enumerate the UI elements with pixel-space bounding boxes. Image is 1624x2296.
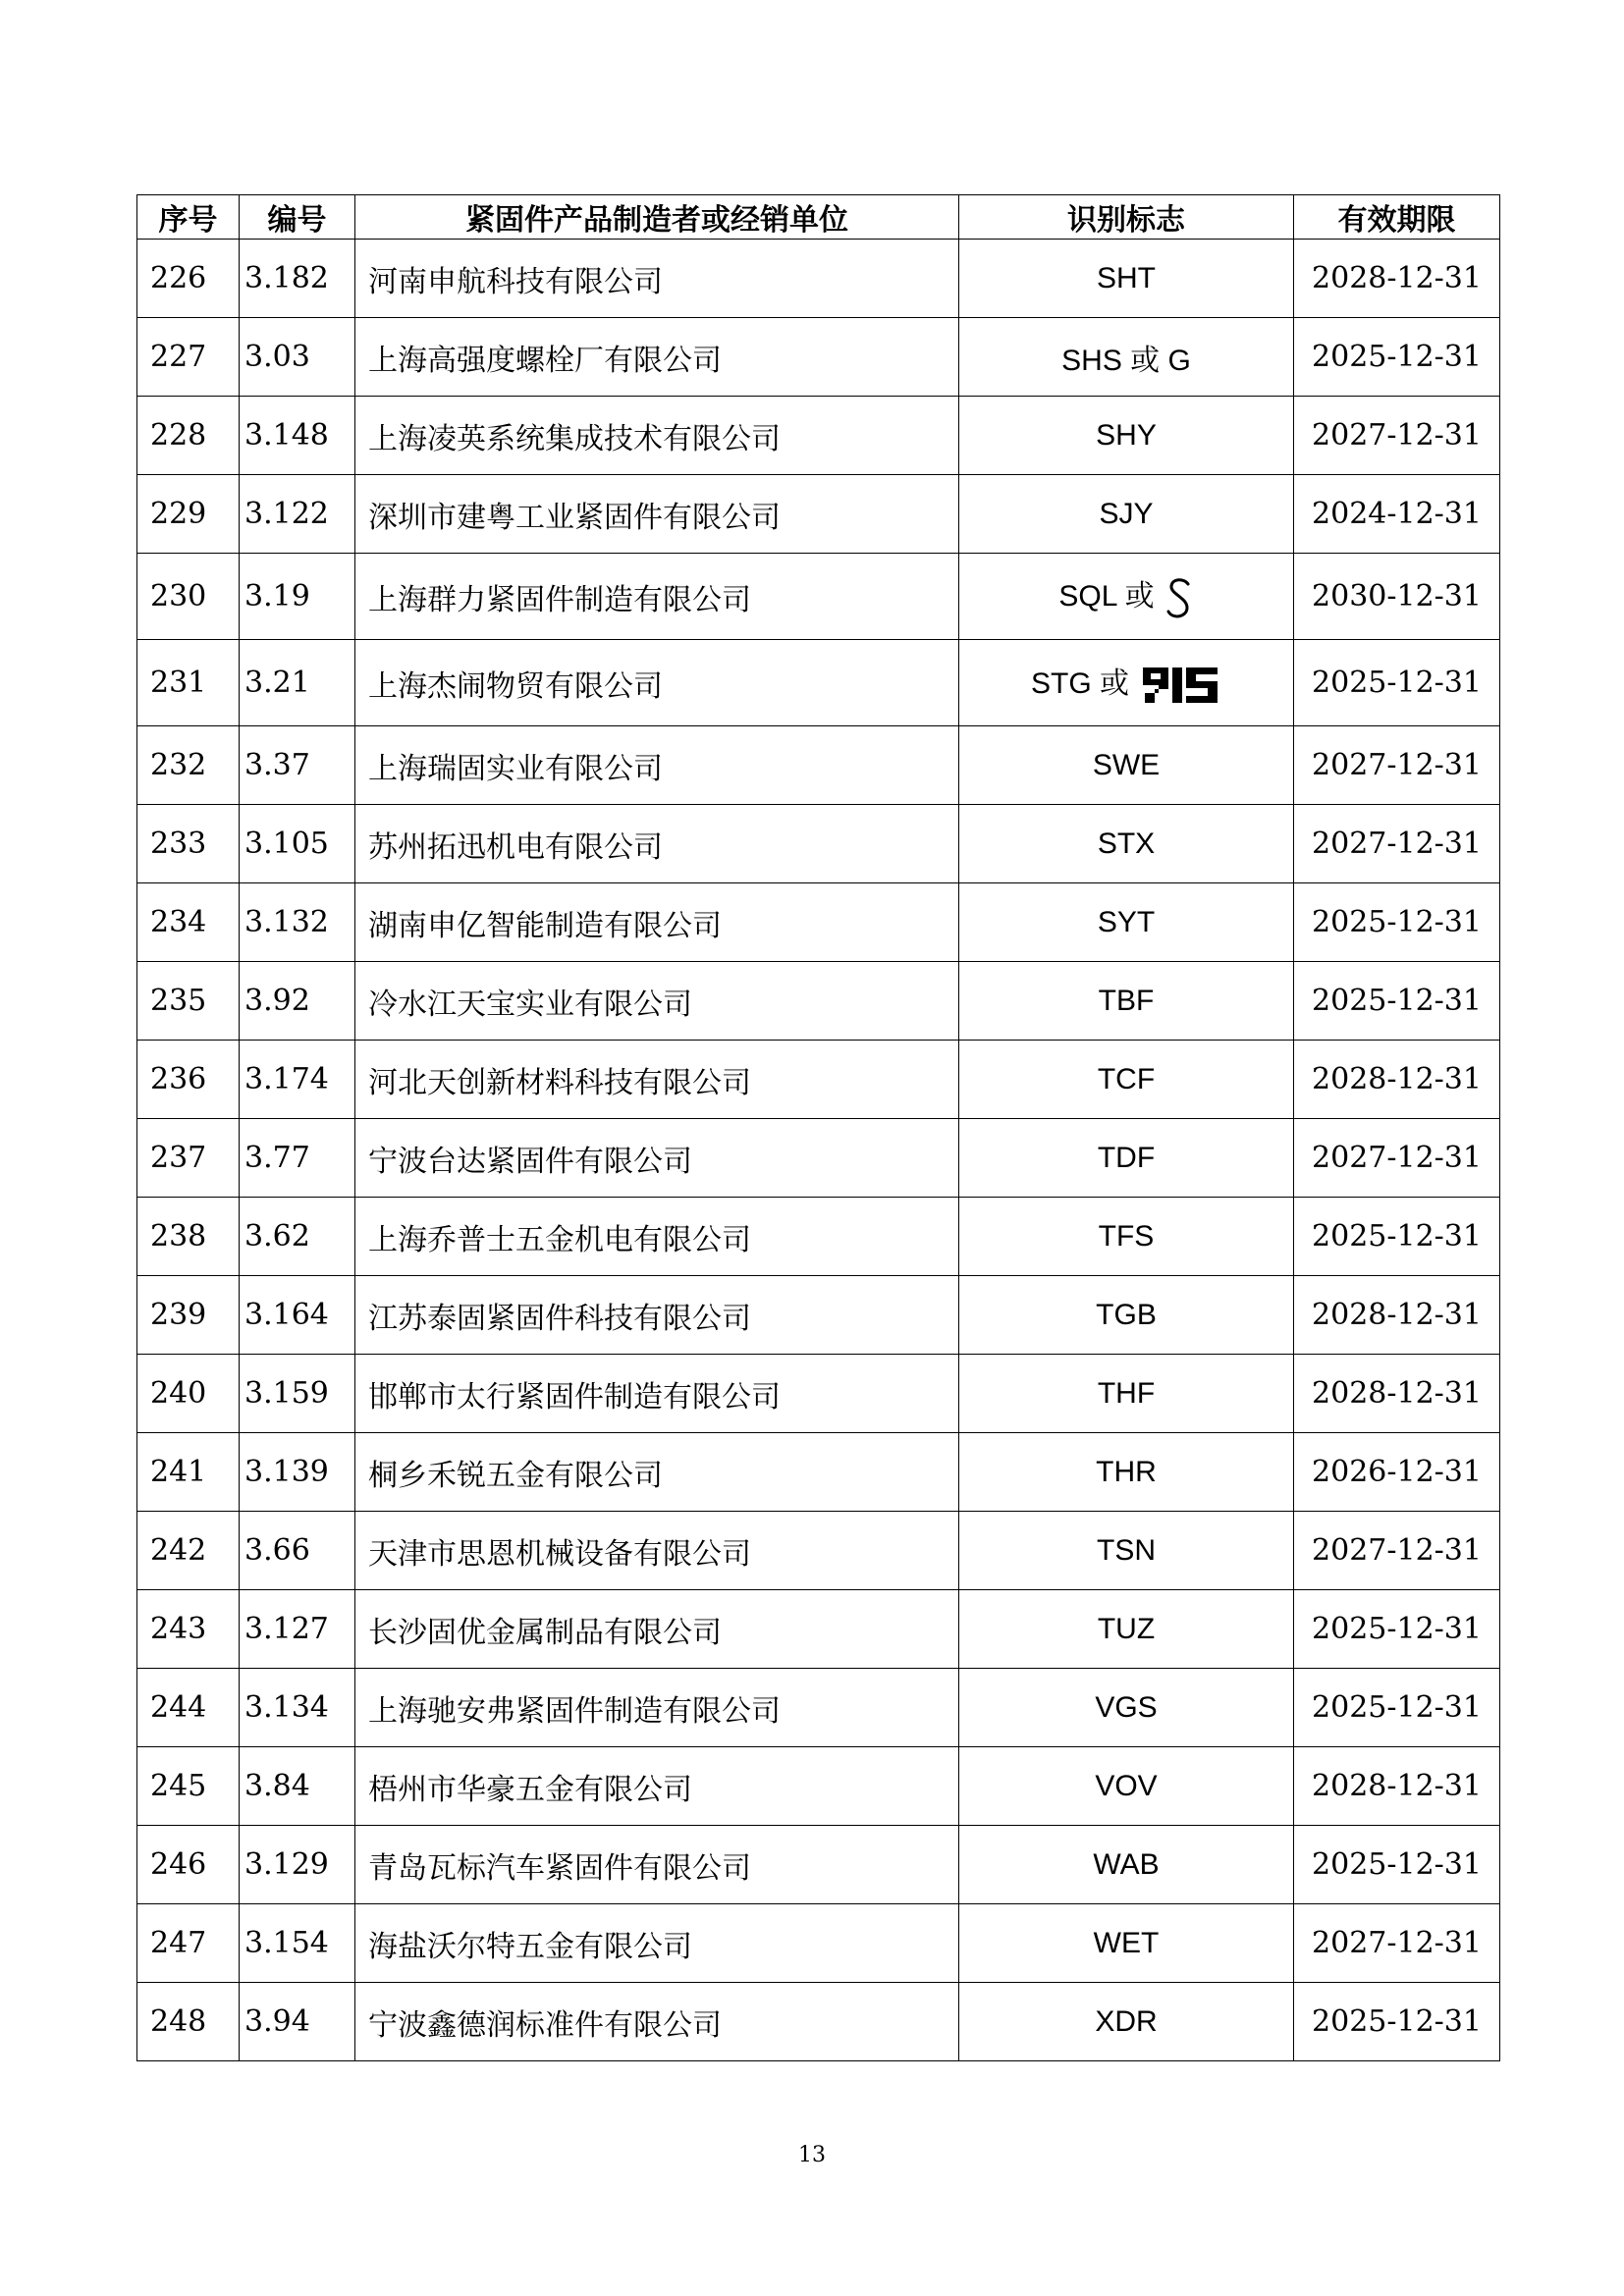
row-company: 深圳市建粤工业紧固件有限公司: [355, 475, 959, 554]
page-number: 13: [798, 2143, 826, 2167]
row-validity-date: 2027-12-31: [1294, 805, 1500, 883]
row-seq: 232: [137, 726, 240, 805]
row-identification-mark: [959, 475, 1294, 554]
row-identification-mark: [959, 1355, 1294, 1433]
table-row: [137, 962, 1500, 1041]
row-validity-date: 2025-12-31: [1294, 1198, 1500, 1276]
mark-text: STX: [1097, 827, 1156, 860]
row-identification-mark: [959, 1119, 1294, 1198]
row-identification-mark: [959, 1276, 1294, 1355]
table-row: [137, 1276, 1500, 1355]
table-row: [137, 1355, 1500, 1433]
row-company: 天津市思恩机械设备有限公司: [355, 1512, 959, 1590]
stg-block-logo-icon: [1139, 664, 1221, 707]
row-identification-mark: [959, 1512, 1294, 1590]
row-seq: 236: [137, 1041, 240, 1119]
row-identification-mark: [959, 883, 1294, 962]
row-company: 苏州拓迅机电有限公司: [355, 805, 959, 883]
row-number: 3.154: [240, 1904, 355, 1983]
row-identification-mark: [959, 805, 1294, 883]
row-number: 3.122: [240, 475, 355, 554]
row-seq: 227: [137, 318, 240, 397]
mark-text: SQL 或: [1058, 580, 1155, 614]
mark-text: THF: [1097, 1376, 1156, 1410]
row-seq: 246: [137, 1826, 240, 1904]
row-number: 3.164: [240, 1276, 355, 1355]
row-number: 3.92: [240, 962, 355, 1041]
row-validity-date: 2026-12-31: [1294, 1433, 1500, 1512]
fastener-registry-table: [136, 194, 1500, 2061]
row-seq: 239: [137, 1276, 240, 1355]
table-row: [137, 1904, 1500, 1983]
mark-text: TFS: [1098, 1219, 1155, 1253]
row-seq: 238: [137, 1198, 240, 1276]
row-company: 宁波鑫德润标准件有限公司: [355, 1983, 959, 2061]
row-number: 3.77: [240, 1119, 355, 1198]
table-row: [137, 1433, 1500, 1512]
row-identification-mark: [959, 1983, 1294, 2061]
row-seq: 233: [137, 805, 240, 883]
table-row: [137, 1669, 1500, 1747]
mark-text: THR: [1096, 1455, 1157, 1488]
header-number: 编号: [240, 195, 355, 240]
table-row: [137, 1747, 1500, 1826]
mark-text: TGB: [1096, 1298, 1157, 1331]
row-seq: 241: [137, 1433, 240, 1512]
row-number: 3.129: [240, 1826, 355, 1904]
row-number: 3.62: [240, 1198, 355, 1276]
row-company: 上海高强度螺栓厂有限公司: [355, 318, 959, 397]
row-identification-mark: [959, 726, 1294, 805]
row-company: 河北天创新材料科技有限公司: [355, 1041, 959, 1119]
row-validity-date: 2025-12-31: [1294, 962, 1500, 1041]
mark-text: SHS 或 G: [1061, 344, 1191, 377]
row-identification-mark: [959, 1669, 1294, 1747]
row-validity-date: 2025-12-31: [1294, 883, 1500, 962]
row-company: 梧州市华豪五金有限公司: [355, 1747, 959, 1826]
table-row: [137, 640, 1500, 726]
row-identification-mark: [959, 1826, 1294, 1904]
row-number: 3.148: [240, 397, 355, 475]
row-validity-date: 2024-12-31: [1294, 475, 1500, 554]
table-row: [137, 397, 1500, 475]
row-seq: 231: [137, 640, 240, 726]
table-row: [137, 240, 1500, 318]
table-row: [137, 1983, 1500, 2061]
mark-text: VGS: [1095, 1690, 1158, 1724]
row-seq: 235: [137, 962, 240, 1041]
table-row: [137, 1826, 1500, 1904]
row-company: 上海群力紧固件制造有限公司: [355, 554, 959, 640]
row-validity-date: 2028-12-31: [1294, 1747, 1500, 1826]
row-number: 3.159: [240, 1355, 355, 1433]
row-company: 上海凌英系统集成技术有限公司: [355, 397, 959, 475]
row-company: 湖南申亿智能制造有限公司: [355, 883, 959, 962]
row-validity-date: 2025-12-31: [1294, 318, 1500, 397]
row-validity-date: 2028-12-31: [1294, 1041, 1500, 1119]
table-row: [137, 318, 1500, 397]
mark-text: SYT: [1097, 905, 1156, 938]
mark-text: TUZ: [1097, 1612, 1156, 1645]
mark-text: SJY: [1099, 497, 1154, 530]
row-seq: 230: [137, 554, 240, 640]
row-seq: 248: [137, 1983, 240, 2061]
row-number: 3.127: [240, 1590, 355, 1669]
mark-text: SHY: [1096, 418, 1157, 452]
row-number: 3.94: [240, 1983, 355, 2061]
row-number: 3.105: [240, 805, 355, 883]
row-company: 桐乡禾锐五金有限公司: [355, 1433, 959, 1512]
header-identification-mark: 识别标志: [959, 195, 1294, 240]
mark-text: STG 或: [1030, 667, 1129, 700]
table-row: [137, 475, 1500, 554]
row-identification-mark: [959, 240, 1294, 318]
table-row: [137, 805, 1500, 883]
mark-text: SWE: [1092, 748, 1161, 781]
table-row: [137, 1512, 1500, 1590]
row-identification-mark: [959, 1041, 1294, 1119]
row-validity-date: 2028-12-31: [1294, 240, 1500, 318]
row-company: 邯郸市太行紧固件制造有限公司: [355, 1355, 959, 1433]
row-company: 上海瑞固实业有限公司: [355, 726, 959, 805]
row-validity-date: 2025-12-31: [1294, 1826, 1500, 1904]
row-seq: 237: [137, 1119, 240, 1198]
row-number: 3.03: [240, 318, 355, 397]
row-company: 冷水江天宝实业有限公司: [355, 962, 959, 1041]
mark-text: TCF: [1097, 1062, 1156, 1095]
row-seq: 234: [137, 883, 240, 962]
row-validity-date: 2025-12-31: [1294, 1983, 1500, 2061]
row-seq: 226: [137, 240, 240, 318]
row-company: 青岛瓦标汽车紧固件有限公司: [355, 1826, 959, 1904]
row-validity-date: 2027-12-31: [1294, 397, 1500, 475]
row-seq: 243: [137, 1590, 240, 1669]
row-number: 3.37: [240, 726, 355, 805]
row-identification-mark: [959, 1904, 1294, 1983]
row-validity-date: 2030-12-31: [1294, 554, 1500, 640]
header-seq: 序号: [137, 195, 240, 240]
table-row: [137, 883, 1500, 962]
table-row: [137, 1590, 1500, 1669]
row-identification-mark: [959, 397, 1294, 475]
mark-text: TDF: [1097, 1141, 1156, 1174]
table-row: [137, 1041, 1500, 1119]
row-identification-mark: [959, 640, 1294, 726]
row-identification-mark: [959, 1198, 1294, 1276]
row-seq: 229: [137, 475, 240, 554]
mark-text: VOV: [1095, 1769, 1158, 1802]
row-validity-date: 2028-12-31: [1294, 1276, 1500, 1355]
mark-text: WAB: [1093, 1847, 1160, 1881]
mark-text: WET: [1093, 1926, 1160, 1959]
header-company: 紧固件产品制造者或经销单位: [355, 195, 959, 240]
row-identification-mark: [959, 1590, 1294, 1669]
row-identification-mark: [959, 1433, 1294, 1512]
row-validity-date: 2025-12-31: [1294, 640, 1500, 726]
row-company: 上海杰闹物贸有限公司: [355, 640, 959, 726]
row-seq: 247: [137, 1904, 240, 1983]
s-script-logo-icon: [1164, 576, 1194, 621]
row-validity-date: 2027-12-31: [1294, 1119, 1500, 1198]
row-number: 3.139: [240, 1433, 355, 1512]
table-row: [137, 554, 1500, 640]
row-validity-date: 2025-12-31: [1294, 1669, 1500, 1747]
mark-text: TBF: [1098, 984, 1155, 1017]
row-company: 江苏泰固紧固件科技有限公司: [355, 1276, 959, 1355]
header-row: [137, 195, 1500, 240]
row-number: 3.132: [240, 883, 355, 962]
row-seq: 245: [137, 1747, 240, 1826]
row-seq: 242: [137, 1512, 240, 1590]
row-number: 3.66: [240, 1512, 355, 1590]
table-row: [137, 1119, 1500, 1198]
row-validity-date: 2025-12-31: [1294, 1590, 1500, 1669]
row-company: 上海驰安弗紧固件制造有限公司: [355, 1669, 959, 1747]
row-validity-date: 2027-12-31: [1294, 726, 1500, 805]
row-number: 3.182: [240, 240, 355, 318]
mark-text: TSN: [1097, 1533, 1156, 1567]
row-company: 长沙固优金属制品有限公司: [355, 1590, 959, 1669]
row-identification-mark: [959, 1747, 1294, 1826]
row-company: 上海乔普士五金机电有限公司: [355, 1198, 959, 1276]
row-company: 河南申航科技有限公司: [355, 240, 959, 318]
row-number: 3.21: [240, 640, 355, 726]
row-identification-mark: [959, 554, 1294, 640]
mark-text: XDR: [1095, 2004, 1158, 2038]
table-row: [137, 1198, 1500, 1276]
row-seq: 228: [137, 397, 240, 475]
row-seq: 244: [137, 1669, 240, 1747]
row-number: 3.19: [240, 554, 355, 640]
row-identification-mark: [959, 318, 1294, 397]
row-company: 海盐沃尔特五金有限公司: [355, 1904, 959, 1983]
row-number: 3.174: [240, 1041, 355, 1119]
row-validity-date: 2028-12-31: [1294, 1355, 1500, 1433]
row-identification-mark: [959, 962, 1294, 1041]
header-validity-period: 有效期限: [1294, 195, 1500, 240]
row-company: 宁波台达紧固件有限公司: [355, 1119, 959, 1198]
row-validity-date: 2027-12-31: [1294, 1904, 1500, 1983]
mark-text: SHT: [1097, 261, 1156, 294]
row-number: 3.84: [240, 1747, 355, 1826]
row-validity-date: 2027-12-31: [1294, 1512, 1500, 1590]
table-row: [137, 726, 1500, 805]
row-number: 3.134: [240, 1669, 355, 1747]
row-seq: 240: [137, 1355, 240, 1433]
